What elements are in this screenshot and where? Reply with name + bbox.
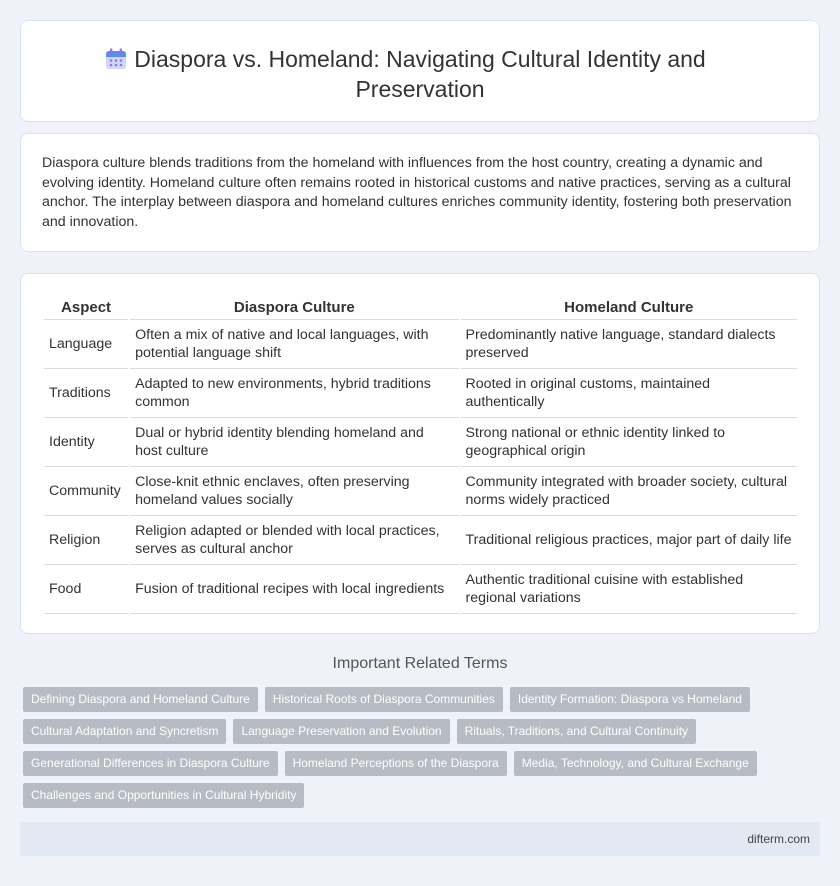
tag-row (23, 751, 823, 776)
related-term-tag[interactable]: Cultural Adaptation and Syncretism (23, 719, 226, 744)
cell-homeland: Authentic traditional cuisine with established regional variations (461, 565, 797, 614)
table-row (44, 369, 797, 418)
related-term-tag[interactable]: Defining Diaspora and Homeland Culture (23, 687, 258, 712)
cell-aspect: Religion (44, 516, 128, 565)
related-term-tag[interactable]: Identity Formation: Diaspora vs Homeland (510, 687, 750, 712)
table-row (44, 516, 797, 565)
table-header-row (44, 296, 797, 320)
table-row (44, 418, 797, 467)
cell-diaspora: Religion adapted or blended with local practices, serves as cultural anchor (130, 516, 458, 565)
related-term-tag[interactable]: Media, Technology, and Cultural Exchange (514, 751, 757, 776)
cell-diaspora: Dual or hybrid identity blending homeland and host culture (130, 418, 458, 467)
related-terms-list (23, 687, 823, 815)
tag-row (23, 783, 823, 808)
cell-diaspora: Adapted to new environments, hybrid traditions common (130, 369, 458, 418)
tag-row (23, 719, 823, 744)
related-term-tag[interactable]: Historical Roots of Diaspora Communities (265, 687, 503, 712)
table-row (44, 467, 797, 516)
related-term-tag[interactable]: Rituals, Traditions, and Cultural Continuity (457, 719, 696, 744)
header-homeland: Homeland Culture (461, 296, 797, 320)
comparison-card (20, 273, 820, 634)
cell-diaspora: Fusion of traditional recipes with local ingredients (130, 565, 458, 614)
table-row (44, 320, 797, 369)
tag-row (23, 687, 823, 712)
cell-aspect: Language (44, 320, 128, 369)
header-diaspora: Diaspora Culture (130, 296, 458, 320)
related-terms-title: Important Related Terms (332, 655, 508, 672)
cell-homeland: Traditional religious practices, major part of daily life (461, 516, 797, 565)
header-aspect: Aspect (44, 296, 128, 320)
cell-aspect: Identity (44, 418, 128, 467)
footer-brand[interactable]: difterm.com (747, 832, 810, 846)
header-card (20, 20, 820, 122)
cell-aspect: Community (44, 467, 128, 516)
cell-aspect: Food (44, 565, 128, 614)
cell-homeland: Rooted in original customs, maintained authentically (461, 369, 797, 418)
related-term-tag[interactable]: Language Preservation and Evolution (233, 719, 449, 744)
intro-card (20, 133, 820, 252)
intro-paragraph: Diaspora culture blends traditions from the homeland with influences from the host country, creating a dynamic and evolving identity. Homeland culture often remains rooted in historical customs and native practices, serving as a cultural anchor. The interplay between diaspora and homeland cultures enriches community identity, fostering both preservation and innovation. (42, 155, 792, 230)
cell-homeland: Strong national or ethnic identity linked to geographical origin (461, 418, 797, 467)
cell-diaspora: Close-knit ethnic enclaves, often preserving homeland values socially (130, 467, 458, 516)
cell-aspect: Traditions (44, 369, 128, 418)
related-term-tag[interactable]: Homeland Perceptions of the Diaspora (285, 751, 507, 776)
related-term-tag[interactable]: Challenges and Opportunities in Cultural Hybridity (23, 783, 304, 808)
cell-homeland: Predominantly native language, standard dialects preserved (461, 320, 797, 369)
cell-diaspora: Often a mix of native and local languages, with potential language shift (130, 320, 458, 369)
cell-homeland: Community integrated with broader society, cultural norms widely practiced (461, 467, 797, 516)
table-row (44, 565, 797, 614)
comparison-table (42, 296, 799, 614)
page-title: Diaspora vs. Homeland: Navigating Cultural Identity and Preservation (134, 46, 706, 102)
related-term-tag[interactable]: Generational Differences in Diaspora Culture (23, 751, 278, 776)
footer (20, 822, 820, 856)
